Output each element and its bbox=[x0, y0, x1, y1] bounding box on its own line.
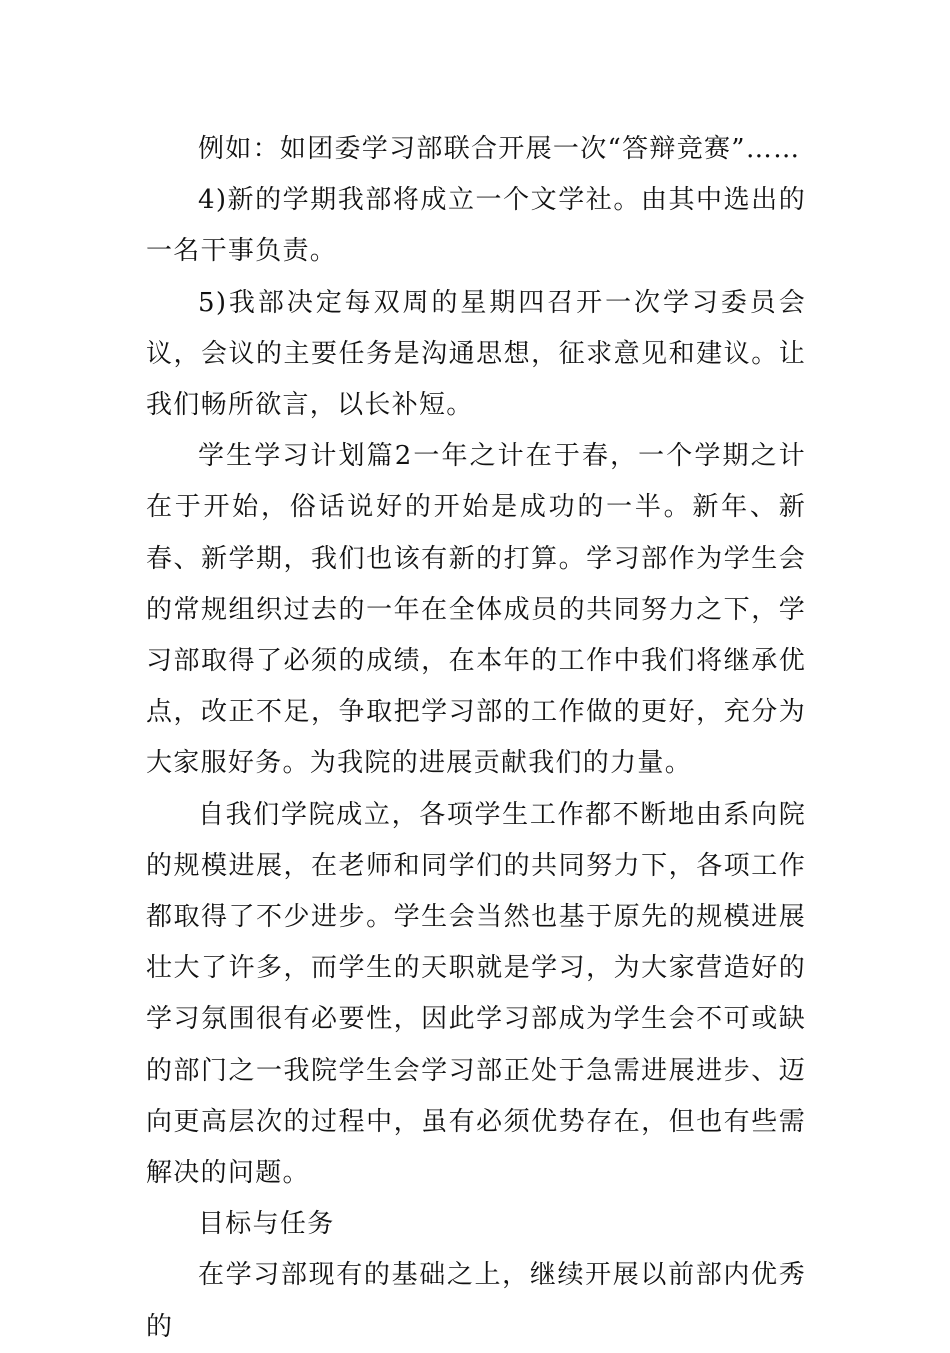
paragraph-study-plan-2-intro: 学生学习计划篇2一年之计在于春，一个学期之计在于开始，俗话说好的开始是成功的一半。新年、新春、新学期，我们也该有新的打算。学习部作为学生会的常规组织过去的一年在全体成员的共同努力之下，学习部取得了必须的成绩，在本年的工作中我们将继承优点，改正不足，争取把学习部的工作做的更好，充分为大家服好务。为我院的进展贡献我们的力量。 bbox=[146, 441, 806, 779]
paragraph-item-5-meeting: 5)我部决定每双周的星期四召开一次学习委员会议，会议的主要任务是沟通思想，征求意见和建议。让我们畅所欲言，以长补短。 bbox=[146, 287, 806, 421]
document-body bbox=[146, 124, 806, 1353]
paragraph-college-background: 自我们学院成立，各项学生工作都不断地由系向院的规模进展，在老师和同学们的共同努力下，各项工作都取得了不少进步。学生会当然也基于原先的规模进展壮大了许多，而学生的天职就是学习，为大家营造好的学习氛围很有必要性，因此学习部成为学生会不可或缺的部门之一我院学生会学习部正处于急需进展进步、迈向更高层次的过程中，虽有必须优势存在，但也有些需解决的问题。 bbox=[146, 799, 806, 1189]
paragraph-example-debate: 例如：如团委学习部联合开展一次“答辩竞赛”…… bbox=[198, 134, 801, 164]
section-heading-goals-tasks: 目标与任务 bbox=[198, 1209, 335, 1240]
paragraph-item-4-literary-club: 4)新的学期我部将成立一个文学社。由其中选出的一名干事负责。 bbox=[146, 185, 806, 267]
paragraph-goals-start: 在学习部现有的基础之上，继续开展以前部内优秀的 bbox=[146, 1260, 806, 1342]
